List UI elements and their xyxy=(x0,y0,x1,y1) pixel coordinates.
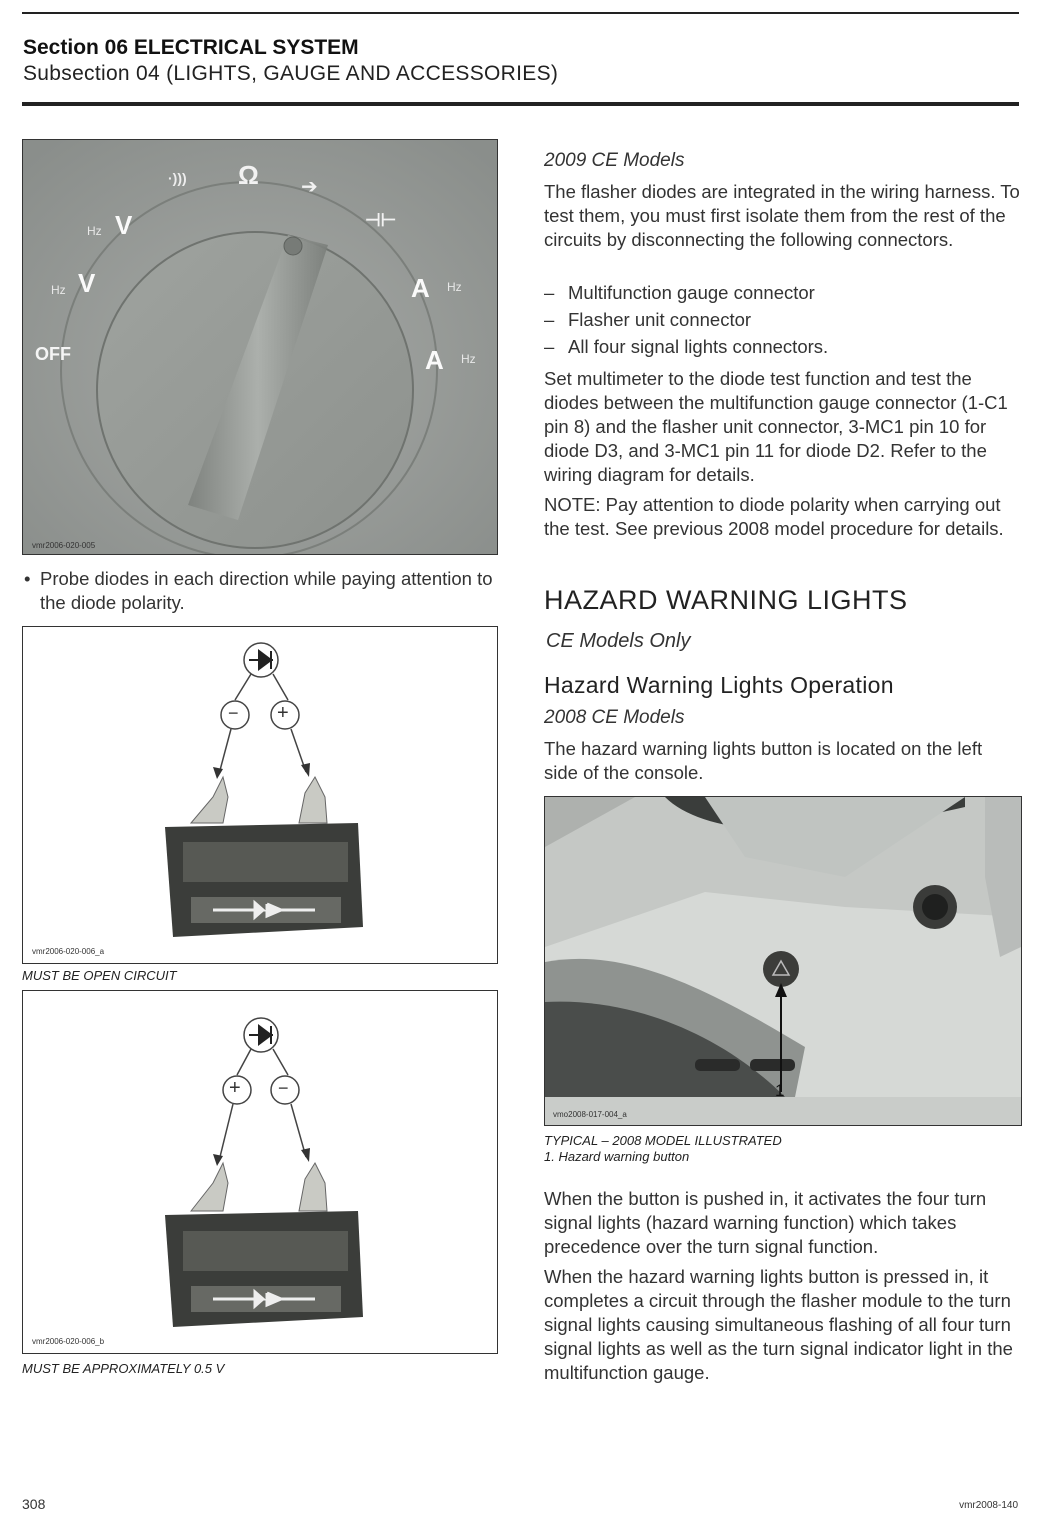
section-title: Section 06 ELECTRICAL SYSTEM xyxy=(23,36,359,59)
dcv-v-label: V xyxy=(115,210,133,240)
continuity-icon: ·))) xyxy=(168,170,187,186)
acv-hz-label: Hz xyxy=(51,283,66,297)
subheading-2009-ce: 2009 CE Models xyxy=(544,150,685,171)
aca-a-label: A xyxy=(411,273,430,303)
diode-test-figure-forward xyxy=(22,990,498,1354)
subheading-ce-only: CE Models Only xyxy=(546,630,691,652)
page-number: 308 xyxy=(22,1496,46,1512)
figure-caption: TYPICAL – 2008 MODEL ILLUSTRATED xyxy=(544,1133,782,1148)
paragraph: When the hazard warning lights button is pressed in, it completes a circuit through the flasher module to the turn signal lights causing simultaneous flashing of all four turn signal lights as well as the turn signal indicator light in the multifunction gauge. xyxy=(544,1266,1013,1383)
list-item: – Flasher unit connector xyxy=(544,308,1020,332)
multimeter-dial-figure xyxy=(22,139,498,555)
figure-caption-item: 1. Hazard warning button xyxy=(544,1149,690,1164)
subsection-heading: Hazard Warning Lights Operation xyxy=(544,672,894,698)
ohm-symbol: Ω xyxy=(238,160,259,190)
acv-v-label: V xyxy=(78,268,96,298)
plus-probe: + xyxy=(229,1077,241,1099)
minus-probe: − xyxy=(228,703,239,723)
bullet-marker: • xyxy=(24,568,31,589)
bullet-item xyxy=(24,567,498,615)
diode-test-diagram xyxy=(23,627,497,963)
paragraph: When the button is pushed in, it activates the four turn signal lights (hazard warning function) which takes precedence over the turn signal function. xyxy=(544,1188,987,1257)
off-label: OFF xyxy=(35,344,71,364)
subsection-title: Subsection 04 (LIGHTS, GAUGE AND ACCESSORIES) xyxy=(23,62,559,85)
dca-hz-label: Hz xyxy=(461,352,476,366)
header-rule xyxy=(22,102,1019,106)
minus-probe: − xyxy=(278,1078,289,1098)
console-photo-figure xyxy=(544,796,1022,1126)
callout-number: 1 xyxy=(775,1081,785,1100)
connector-list xyxy=(544,281,1020,359)
capacitor-symbol: ⊣⊢ xyxy=(365,210,397,230)
document-code: vmr2008-140 xyxy=(959,1500,1018,1511)
console-photo xyxy=(545,797,1021,1125)
paragraph: The hazard warning lights button is located on the left side of the console. xyxy=(544,738,983,783)
section-heading: HAZARD WARNING LIGHTS xyxy=(544,585,908,615)
figure-caption: MUST BE OPEN CIRCUIT xyxy=(22,968,177,983)
aca-hz-label: Hz xyxy=(447,280,462,294)
subheading-2008-ce: 2008 CE Models xyxy=(544,707,685,728)
figure-id: vmo2008-017-004_a xyxy=(553,1110,627,1119)
figure-id: vmr2006-020-006_b xyxy=(32,1337,105,1346)
paragraph: Set multimeter to the diode test function and test the diodes between the multifunction gauge connector (1-C1 pin 8) and the flasher unit connector, 3-MC1 pin 10 for diode D3, and 3-MC1 pin 11 for diode D2. Refer to the wiring diagram for details. xyxy=(544,368,1008,485)
note: NOTE: Pay attention to diode polarity when carrying out the test. See previous 2008 model procedure for details. xyxy=(544,494,1004,539)
top-rule xyxy=(22,12,1019,14)
diode-test-diagram xyxy=(23,991,497,1353)
plus-probe: + xyxy=(277,702,289,724)
bullet-text: Probe diodes in each direction while paying attention to the diode polarity. xyxy=(40,568,493,613)
dca-a-label: A xyxy=(425,345,444,375)
figure-caption: MUST BE APPROXIMATELY 0.5 V xyxy=(22,1361,225,1376)
dcv-hz-label: Hz xyxy=(87,224,102,238)
diode-test-figure-open xyxy=(22,626,498,964)
figure-id: vmr2006-020-005 xyxy=(32,541,96,550)
list-item: – Multifunction gauge connector xyxy=(544,281,1020,305)
paragraph: The flasher diodes are integrated in the wiring harness. To test them, you must first isolate them from the rest of the circuits by disconnecting the following connectors. xyxy=(544,181,1020,250)
figure-id: vmr2006-020-006_a xyxy=(32,947,105,956)
diode-symbol: ➔ xyxy=(301,176,318,198)
list-item: – All four signal lights connectors. xyxy=(544,335,1020,359)
